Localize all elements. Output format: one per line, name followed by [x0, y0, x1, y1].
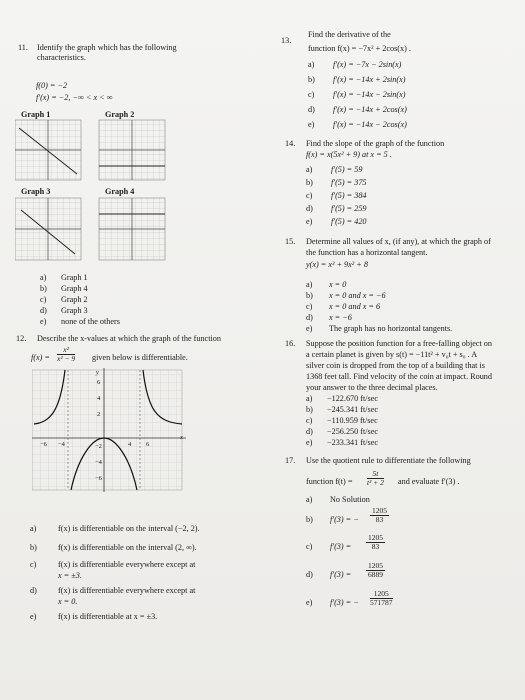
q12-choice-e: f(x) is differentiable at x = ±3.	[58, 612, 158, 621]
q11-choice-e: none of the others	[61, 317, 120, 326]
q11-graphs	[15, 118, 195, 268]
q12-function-numerator: x²	[57, 346, 75, 355]
q16-prompt-2: a certain planet is given by s(t) = −11t² + v₀t + s₀ . A	[306, 350, 478, 359]
q11-choice-a-key: a)	[40, 273, 47, 282]
q17-choice-d-lhs: f′(3) =	[330, 570, 352, 579]
q13-choice-e: f′(x) = −14x − 2cos(x)	[333, 120, 407, 129]
q14-prompt: Find the slope of the graph of the function	[306, 139, 445, 148]
q12-graph	[32, 366, 192, 494]
q17-choice-c-key: c)	[306, 542, 313, 551]
q17-choice-b-numerator: 1205	[372, 506, 387, 515]
q12-ytick-2: 2	[97, 411, 101, 418]
graph2-title: Graph 2	[105, 110, 135, 119]
q14-choice-d-key: d)	[306, 204, 313, 213]
q16-choice-a: −122.670 ft/sec	[327, 394, 379, 403]
q17-choice-d-fraction	[366, 562, 385, 579]
q17-function-fraction	[367, 470, 384, 487]
q16-choice-e: −233.341 ft/sec	[327, 438, 379, 447]
graph3	[15, 198, 81, 260]
q11-choice-b: Graph 4	[61, 284, 88, 293]
q11-choice-a: Graph 1	[61, 273, 88, 282]
q11-number: 11.	[18, 43, 28, 52]
q17-choice-b-key: b)	[306, 515, 313, 524]
q13-choice-c-key: c)	[308, 90, 315, 99]
q16-choice-b-key: b)	[306, 405, 313, 414]
q11-choice-c-key: c)	[40, 295, 47, 304]
q17-choice-e-fraction	[370, 590, 393, 607]
q13-choice-a-key: a)	[308, 60, 315, 69]
q11-prompt-2: characteristics.	[37, 53, 86, 62]
q17-choice-a: No Solution	[330, 495, 370, 504]
q15-choice-c-key: c)	[306, 302, 313, 311]
q14-choice-a-key: a)	[306, 165, 313, 174]
q13-choice-a: f′(x) = −7x − 2sin(x)	[333, 60, 402, 69]
q15-choice-e: The graph has no horizontal tangents.	[329, 324, 453, 333]
q13-choice-e-key: e)	[308, 120, 315, 129]
q14-choice-c: f′(5) = 384	[331, 191, 367, 200]
q12-function-tail: given below is differentiable.	[92, 353, 188, 362]
q17-choice-d-numerator: 1205	[368, 561, 383, 570]
q12-choice-d: f(x) is differentiable everywhere except at	[58, 586, 196, 595]
q12-prompt: Describe the x-values at which the graph of the function	[37, 334, 221, 343]
q16-prompt-5: your answer to the three decimal places.	[306, 383, 438, 392]
q17-choice-e-numerator: 1205	[370, 590, 393, 599]
q12-ytick-4: 4	[97, 395, 101, 402]
q14-number: 14.	[285, 139, 296, 148]
q15-choice-b-key: b)	[306, 291, 313, 300]
q15-choice-a: x = 0	[329, 280, 347, 289]
q14-choice-e-key: e)	[306, 217, 313, 226]
q17-function-denominator: t² + 2	[367, 478, 384, 487]
q13-prompt: Find the derivative of the	[308, 30, 391, 39]
q16-choice-d: −256.250 ft/sec	[327, 427, 379, 436]
q12-choice-c-2: x = ±3.	[58, 571, 82, 580]
q17-choice-b-fraction	[370, 507, 389, 524]
q17-choice-d-denominator: 6889	[368, 570, 383, 579]
q17-choice-c-fraction	[366, 534, 385, 551]
q14-choice-a: f′(5) = 59	[331, 165, 363, 174]
q12-xtick-4: 4	[128, 441, 132, 448]
q17-choice-d-key: d)	[306, 570, 313, 579]
q12-ytick-neg2: −2	[95, 443, 102, 450]
q16-choice-d-key: d)	[306, 427, 313, 436]
q17-prompt: Use the quotient rule to differentiate the following	[306, 456, 471, 465]
q15-choice-c: x = 0 and x = 6	[329, 302, 381, 311]
q15-number: 15.	[285, 237, 296, 246]
q15-choice-d-key: d)	[306, 313, 313, 322]
q11-choice-d-key: d)	[40, 306, 47, 315]
q15-prompt-2: the function has a horizontal tangent.	[306, 248, 428, 257]
q17-choice-e-lhs: f′(3) = −	[330, 598, 359, 607]
q11-choice-b-key: b)	[40, 284, 47, 293]
q16-choice-c: −110.959 ft/sec	[327, 416, 378, 425]
q12-number: 12.	[16, 334, 27, 343]
q17-choice-a-key: a)	[306, 495, 313, 504]
q12-function-denominator: x² − 9	[57, 354, 76, 363]
q16-prompt-4: 1368 feet tall. Find velocity of the coin at impact. Round	[306, 372, 492, 381]
q15-choice-d: x = −6	[329, 313, 352, 322]
q12-choice-e-key: e)	[30, 612, 37, 621]
q15-choice-a-key: a)	[306, 280, 313, 289]
q13-prompt-2: function f(x) = −7x² + 2cos(x) .	[308, 44, 411, 53]
q11-choice-e-key: e)	[40, 317, 47, 326]
q13-choice-b: f′(x) = −14x + 2sin(x)	[333, 75, 406, 84]
q12-choice-d-key: d)	[30, 586, 37, 595]
q12-function-fraction	[57, 346, 75, 363]
q16-choice-a-key: a)	[306, 394, 313, 403]
q17-choice-c-numerator: 1205	[368, 533, 383, 542]
q17-choice-c-lhs: f′(3) =	[330, 542, 352, 551]
q14-choice-d: f′(5) = 259	[331, 204, 367, 213]
q15-prompt-3: y(x) = x³ + 9x² + 8	[306, 260, 368, 269]
q12-xtick-neg6: −6	[40, 441, 47, 448]
q16-choice-e-key: e)	[306, 438, 313, 447]
q12-xtick-6: 6	[146, 441, 150, 448]
q17-function-numerator: 5t	[367, 470, 384, 479]
q16-prompt: Suppose the position function for a free-falling object on	[306, 339, 492, 348]
q16-choice-c-key: c)	[306, 416, 313, 425]
graph3-title: Graph 3	[21, 187, 51, 196]
q11-prompt: Identify the graph which has the following	[37, 43, 177, 52]
q14-choice-b: f′(5) = 375	[331, 178, 367, 187]
q17-choice-e-denominator: 571787	[370, 598, 393, 607]
q12-xtick-neg4: −4	[58, 441, 65, 448]
q17-choice-e-key: e)	[306, 598, 313, 607]
q14-prompt-2: f(x) = x(5x² + 9) at x = 5 .	[306, 150, 392, 159]
graph4-title: Graph 4	[105, 187, 135, 196]
q13-number: 13.	[281, 36, 292, 45]
q16-prompt-3: silver coin is dropped from the top of a building that is	[306, 361, 485, 370]
q13-choice-b-key: b)	[308, 75, 315, 84]
q11-condition-1: f(0) = −2	[36, 81, 68, 90]
q14-choice-c-key: c)	[306, 191, 313, 200]
q17-choice-b-lhs: f′(3) = −	[330, 515, 359, 524]
q12-choice-b: f(x) is differentiable on the interval (2, ∞).	[58, 543, 197, 552]
q13-choice-d: f′(x) = −14x + 2cos(x)	[333, 105, 407, 114]
q12-ytick-neg4: −4	[95, 459, 102, 466]
graph2	[99, 120, 165, 180]
q17-choice-b-denominator: 83	[375, 515, 384, 524]
q12-function-lhs: f(x) =	[31, 353, 50, 362]
q12-choice-d-2: x = 0.	[58, 597, 78, 606]
q13-choice-c: f′(x) = −14x − 2sin(x)	[333, 90, 406, 99]
q11-choice-d: Graph 3	[61, 306, 88, 315]
q15-prompt: Determine all values of x, (if any), at which the graph of	[306, 237, 491, 246]
q14-choice-b-key: b)	[306, 178, 313, 187]
q13-choice-d-key: d)	[308, 105, 315, 114]
graph4	[99, 198, 165, 260]
q17-function-tail: and evaluate f′(3) .	[398, 477, 460, 486]
q17-function-lhs: function f(t) =	[306, 477, 353, 486]
q12-ytick-neg6: −6	[95, 475, 102, 482]
q17-number: 17.	[285, 456, 296, 465]
q12-choice-c: f(x) is differentiable everywhere except at	[58, 560, 196, 569]
q15-choice-b: x = 0 and x = −6	[329, 291, 386, 300]
q15-choice-e-key: e)	[306, 324, 313, 333]
q17-choice-c-denominator: 83	[371, 542, 380, 551]
q12-choice-a: f(x) is differentiable on the interval (−2, 2).	[58, 524, 200, 533]
q12-x-label: x	[180, 434, 183, 441]
graph1	[15, 120, 81, 180]
q16-choice-b: −245.341 ft/sec	[327, 405, 379, 414]
q12-choice-a-key: a)	[30, 524, 37, 533]
graph1-title: Graph 1	[21, 110, 51, 119]
q11-condition-2: f′(x) = −2, −∞ < x < ∞	[36, 93, 113, 102]
q11-choice-c: Graph 2	[61, 295, 88, 304]
q12-choice-b-key: b)	[30, 543, 37, 552]
q12-y-label: y	[96, 369, 99, 376]
q12-choice-c-key: c)	[30, 560, 37, 569]
q16-number: 16.	[285, 339, 296, 348]
q14-choice-e: f′(5) = 420	[331, 217, 367, 226]
q12-ytick-6: 6	[97, 379, 101, 386]
